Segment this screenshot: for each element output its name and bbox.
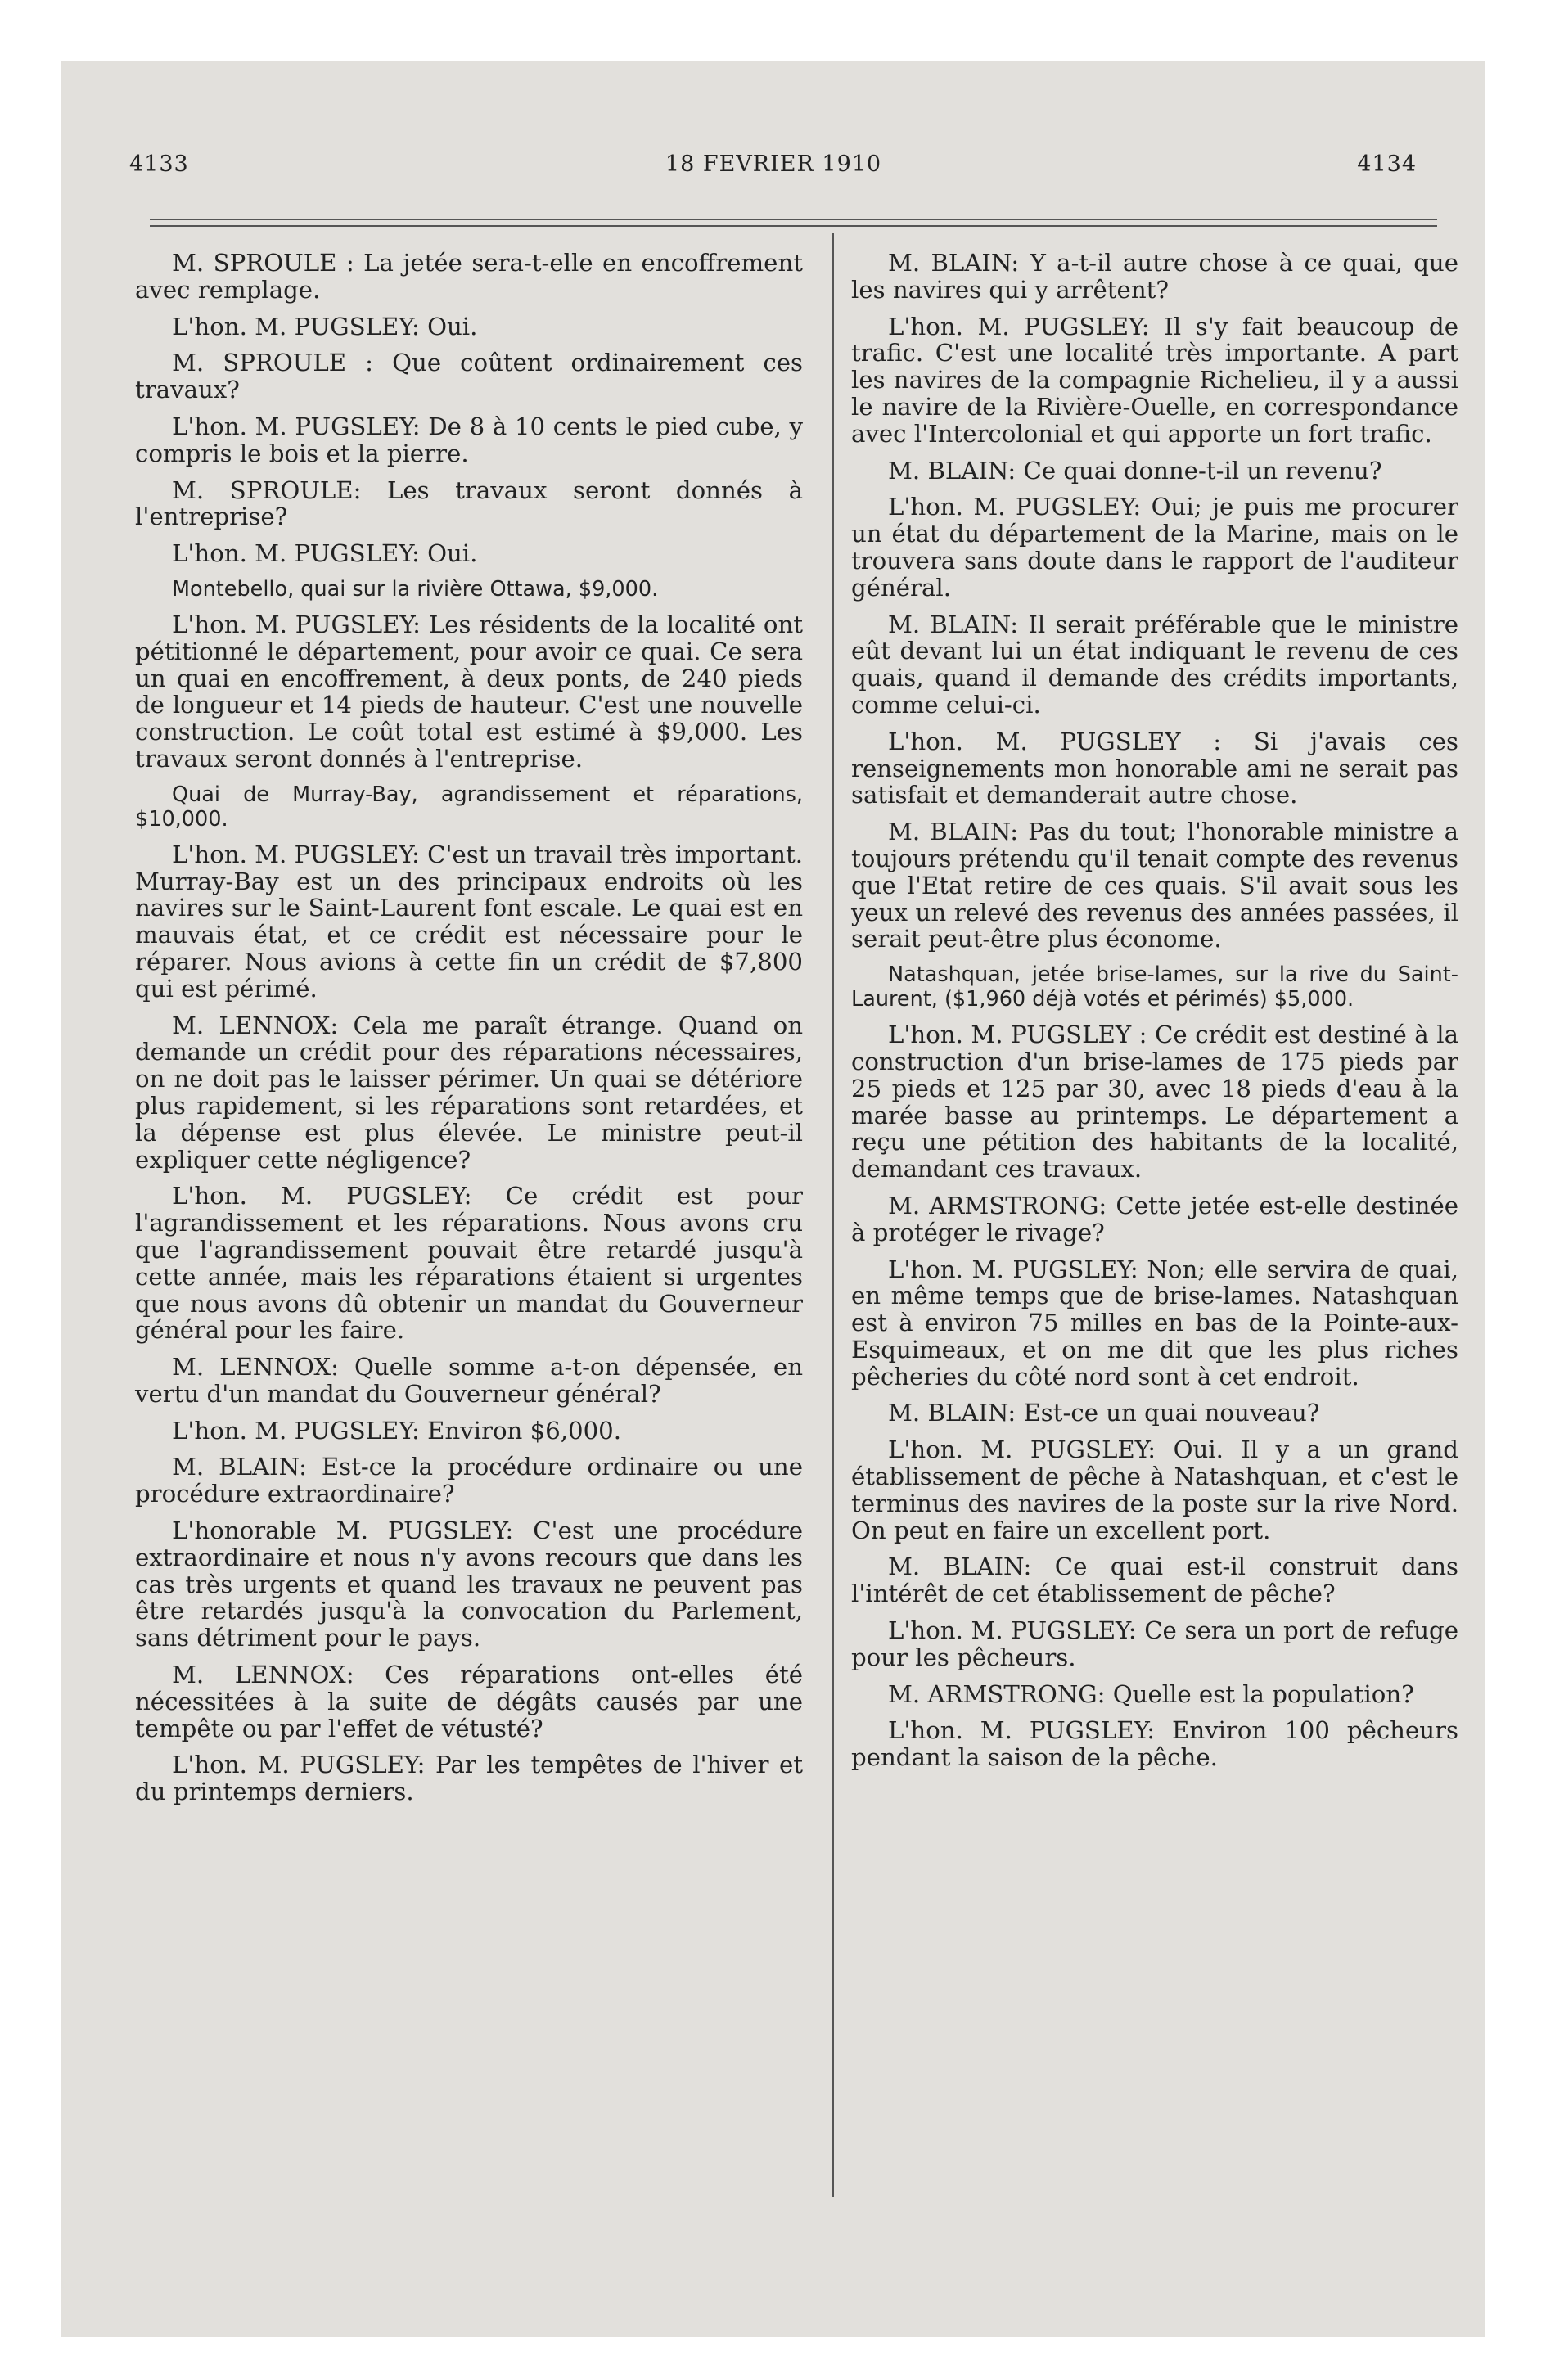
speech-paragraph: L'hon. M. PUGSLEY: De 8 à 10 cents le pied cube, y compris le bois et la pierre.	[135, 412, 803, 467]
speech-paragraph: M. BLAIN: Il serait préférable que le ministre eût devant lui un état indiquant le revenu de ces quais, quand il demande des crédits importants, comme celui-ci.	[851, 610, 1458, 719]
speech-paragraph: M. SPROULE : Que coûtent ordinairement ces travaux?	[135, 349, 803, 404]
speech-paragraph: M. BLAIN: Ce quai donne-t-il un revenu?	[888, 456, 1382, 485]
speech-paragraph: L'hon. M. PUGSLEY: Par les tempêtes de l'hiver et du printemps derniers.	[135, 1751, 803, 1806]
speech-paragraph: L'hon. M. PUGSLEY: Oui.	[172, 539, 478, 568]
speech-paragraph: L'hon. M. PUGSLEY: Non; elle servira de quai, en même temps que de brise-lames. Natashquan est à environ 75 milles en bas de la Pointe-aux-Esquimeaux, et on me dit que les plus riches pêcheries du côté nord sont à cet endroit.	[851, 1255, 1458, 1391]
speech-paragraph: L'hon. M. PUGSLEY: Les résidents de la localité ont pétitionné le département, pour avoir ce quai. Ce sera un quai en encoffrement, à deux ponts, de 240 pieds de longueur et 14 pieds de hauteur. C'est une nouvelle construction. Le coût total est estimé à $9,000. Les travaux seront donnés à l'entreprise.	[135, 610, 803, 773]
speech-paragraph: M. BLAIN: Est-ce la procédure ordinaire ou une procédure extraordinaire?	[135, 1453, 803, 1508]
speech-paragraph: M. LENNOX: Ces réparations ont-elles été nécessitées à la suite de dégâts causés par une tempête ou par l'effet de vétusté?	[135, 1661, 803, 1742]
header-rule-top	[150, 219, 1437, 220]
speech-paragraph: L'hon. M. PUGSLEY: Environ 100 pêcheurs pendant la saison de la pêche.	[851, 1716, 1458, 1772]
speech-paragraph: L'hon. M. PUGSLEY: Oui.	[172, 312, 478, 340]
speech-paragraph: M. SPROULE: Les travaux seront donnés à l'entreprise?	[135, 476, 803, 531]
speech-paragraph: L'hon. M. PUGSLEY: Environ $6,000.	[172, 1416, 622, 1445]
speech-paragraph: M. LENNOX: Cela me paraît étrange. Quand on demande un crédit pour des réparations nécessaires, on ne doit pas le laisser périmer. Un quai se détériore plus rapidement, si les réparations sont retardées, et la dépense est plus élevée. Le ministre peut-il expliquer cette négligence?	[135, 1011, 803, 1174]
right-column	[851, 250, 1458, 1781]
speech-paragraph: M. LENNOX: Quelle somme a-t-on dépensée, en vertu d'un mandat du Gouverneur général?	[135, 1353, 803, 1408]
speech-paragraph: M. BLAIN: Pas du tout; l'honorable ministre a toujours prétendu qu'il tenait compte des revenus que l'Etat retire de ces quais. S'il avait sous les yeux un relevé des revenus des années passées, il serait peut-être plus économe.	[851, 818, 1458, 953]
speech-paragraph: M. BLAIN: Y a-t-il autre chose à ce quai, que les navires qui y arrêtent?	[851, 249, 1458, 304]
speech-paragraph: L'hon. M. PUGSLEY: Oui. Il y a un grand établissement de pêche à Natashquan, et c'est le terminus des navires de la poste sur la rive Nord. On peut en faire un excellent port.	[851, 1436, 1458, 1544]
page-number-left: 4133	[129, 151, 189, 177]
header-date: 18 FEVRIER 1910	[665, 151, 882, 177]
speech-paragraph: L'hon. M. PUGSLEY: Oui; je puis me procurer un état du département de la Marine, mais on le trouvera sans doute dans le rapport de l'auditeur général.	[851, 493, 1458, 602]
estimate-item: Montebello, quai sur la rivière Ottawa, $9,000.	[172, 576, 659, 602]
speech-paragraph: M. BLAIN: Ce quai est-il construit dans l'intérêt de cet établissement de pêche?	[851, 1553, 1458, 1608]
speech-paragraph: L'hon. M. PUGSLEY : Si j'avais ces renseignements mon honorable ami ne serait pas satisfait et demanderait autre chose.	[851, 727, 1458, 809]
column-separator	[832, 233, 834, 2197]
speech-paragraph: L'honorable M. PUGSLEY: C'est une procédure extraordinaire et nous n'y avons recours que dans les cas très urgents et quand les travaux ne peuvent pas être retardés jusqu'à la convocation du Parlement, sans détriment pour le pays.	[135, 1517, 803, 1652]
estimate-item: Natashquan, jetée brise-lames, sur la rive du Saint-Laurent, ($1,960 déjà votés et périmés) $5,000.	[851, 962, 1458, 1012]
estimate-item: Quai de Murray-Bay, agrandissement et réparations, $10,000.	[135, 782, 803, 832]
speech-paragraph: M. ARMSTRONG: Quelle est la population?	[888, 1679, 1414, 1708]
header-rule-bottom	[150, 225, 1437, 227]
speech-paragraph: M. ARMSTRONG: Cette jetée est-elle destinée à protéger le rivage?	[851, 1191, 1458, 1246]
speech-paragraph: L'hon. M. PUGSLEY: Ce crédit est pour l'agrandissement et les réparations. Nous avons cru que l'agrandissement pouvait être retardé jusqu'à cette année, mais les réparations étaient si urgentes que nous avons dû obtenir un mandat du Gouverneur général pour les faire.	[135, 1182, 803, 1345]
speech-paragraph: L'hon. M. PUGSLEY : Ce crédit est destiné à la construction d'un brise-lames de 175 pieds par 25 pieds et 125 par 30, avec 18 pieds d'eau à la marée basse au printemps. Le département a reçu une pétition des habitants de la localité, demandant ces travaux.	[851, 1021, 1458, 1183]
page-number-right: 4134	[1357, 151, 1417, 177]
running-header	[61, 151, 1485, 184]
speech-paragraph: L'hon. M. PUGSLEY: Il s'y fait beaucoup de trafic. C'est une localité très importante. A part les navires de la compagnie Richelieu, il y a aussi le navire de la Rivière-Ouelle, en correspondance avec l'Intercolonial et qui apporte un fort trafic.	[851, 312, 1458, 448]
speech-paragraph: M. SPROULE : La jetée sera-t-elle en encoffrement avec remplage.	[135, 249, 803, 304]
speech-paragraph: L'hon. M. PUGSLEY: Ce sera un port de refuge pour les pêcheurs.	[851, 1616, 1458, 1671]
speech-paragraph: M. BLAIN: Est-ce un quai nouveau?	[888, 1399, 1320, 1427]
left-column	[135, 250, 803, 1815]
scanned-page	[61, 61, 1485, 2337]
speech-paragraph: L'hon. M. PUGSLEY: C'est un travail très important. Murray-Bay est un des principaux endroits où les navires sur le Saint-Laurent font escale. Le quai est en mauvais état, et ce crédit est nécessaire pour le réparer. Nous avions à cette fin un crédit de $7,800 qui est périmé.	[135, 840, 803, 1003]
